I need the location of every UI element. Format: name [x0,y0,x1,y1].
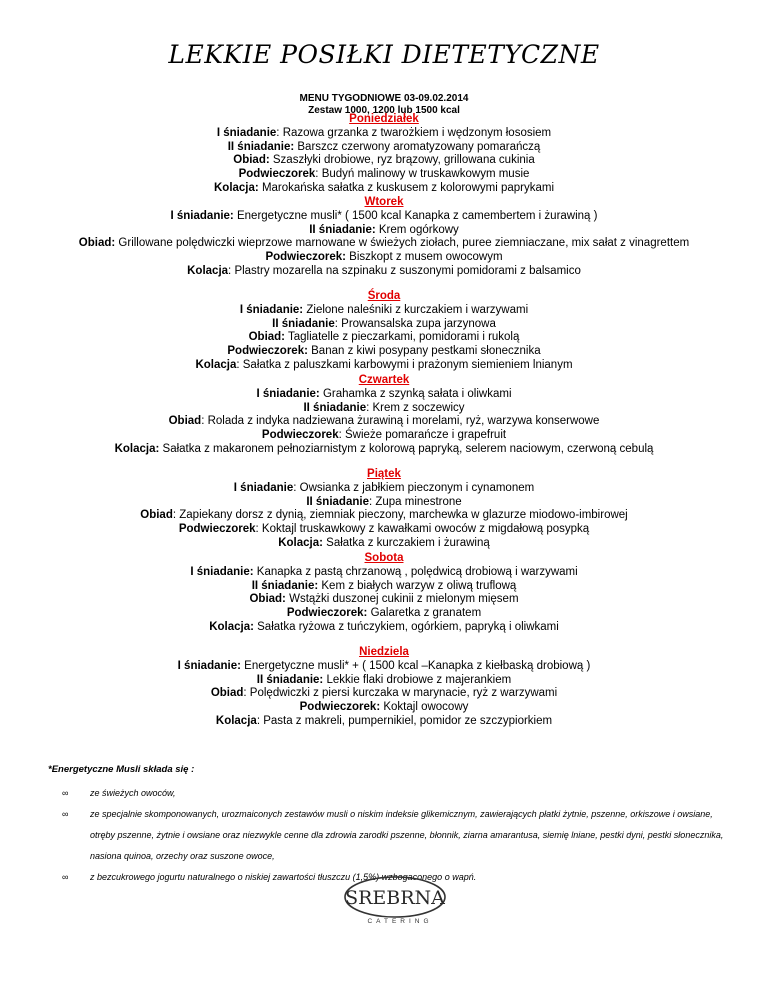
day-name: Sobota [364,552,404,564]
meal-text: Wstążki duszonej cukinii z mielonym mięsem [289,593,519,606]
meal-text: Galaretka z granatem [370,607,482,620]
meal-line [0,402,768,416]
meal-line [0,359,768,373]
logo-tagline: CATERING [367,918,433,925]
meal-label: Podwieczorek [178,523,256,536]
menu-set-line: Zestaw 1000, 1200 lub 1500 kcal [308,105,460,116]
meal-text: Pasta z makreli, pumpernikiel, pomidor ze szczypiorkiem [263,714,553,727]
meal-label: II śniadanie: [256,673,324,686]
srebrna-catering-logo [340,872,450,928]
meal-line [0,496,768,510]
note-item-text: ze świeżych owoców, [90,788,176,798]
meal-label: II śniadanie: [227,140,295,153]
meal-line [0,537,768,551]
note-item [48,783,738,804]
meal-text: Biszkopt z musem owocowym [349,251,503,264]
meal-label: Obiad: [248,331,286,344]
meal-label: Podwieczorek: [286,607,368,620]
meal-separator: : [338,429,345,442]
meal-text: Koktajl truskawkowy z kawałkami owoców z migdałową posypką [261,523,590,536]
meal-label: Kolacja [187,264,229,277]
meal-line [0,182,768,196]
day-block [0,196,768,279]
meal-label: Obiad [140,509,173,522]
meal-text: Grillowane polędwiczki wieprzowe marnowane w świeżych ziołach, puree ziemniaczane, mix sałat z vinagrettem [118,237,690,250]
day-block [0,646,768,729]
meal-text: Banan z kiwi posypany pestkami słonecznika [311,345,541,358]
meal-text: Świeże pomarańcze i grapefruit [345,429,507,442]
meal-line [0,580,768,594]
day-name: Wtorek [364,196,404,208]
meal-separator: : [315,168,322,181]
meal-label: Kolacja: [278,536,323,549]
meal-text: Energetyczne musli* + ( 1500 kcal –Kanapka z kiełbaską drobiową ) [244,659,591,672]
meal-separator: : [276,126,283,139]
meal-separator: : [172,509,180,522]
meal-text: Energetyczne musli* ( 1500 kcal Kanapka z camembertem i żurawiną ) [236,209,598,222]
meal-line [0,154,768,168]
meal-text: Krem z soczewicy [372,401,465,414]
meal-line [0,566,768,580]
meal-label: I śniadanie: [177,659,241,672]
musli-note [48,764,738,888]
meal-line [0,210,768,224]
meal-line [0,660,768,674]
infinity-bullet-icon: ∞ [62,872,69,882]
day-block [0,290,768,373]
meal-label: Obiad: [233,154,270,167]
meal-label: Obiad: [249,593,286,606]
meal-separator: : [201,415,208,428]
meal-separator: : [368,495,376,508]
day-name: Środa [367,290,401,302]
meal-text: Kem z białych warzyw z oliwą truflową [321,579,517,592]
meal-line [0,715,768,729]
meal-text: Krem ogórkowy [378,223,459,236]
meal-line [0,318,768,332]
meal-separator: : [236,358,243,371]
meal-text: Sałatka z makaronem pełnoziarnistym z kolorową papryką, selerem naciowym, czerwoną cebulą [162,442,654,455]
meal-text: Plastry mozarella na szpinaku z suszonymi pomidorami z balsamico [234,264,581,277]
meal-text: Koktajl owocowy [383,701,469,714]
meal-line [0,607,768,621]
meal-line [0,331,768,345]
meal-label: Kolacja: [114,442,160,455]
infinity-bullet-icon: ∞ [62,788,69,798]
meal-line [0,224,768,238]
meal-label: Podwieczorek: [265,251,346,264]
meal-label: Obiad [210,687,244,700]
meal-label: I śniadanie: [190,565,254,578]
day-name: Poniedziałek [349,113,419,125]
day-name: Czwartek [358,374,410,386]
meal-separator: : [255,523,262,536]
meal-label: I śniadanie [233,481,294,494]
meal-line [0,141,768,155]
meal-text: Zupa minestrone [375,495,462,508]
meal-text: Sałatka z kurczakiem i żurawiną [326,536,490,549]
day-block [0,113,768,196]
meal-label: I śniadanie: [239,303,304,316]
note-item [48,804,738,867]
meal-label: II śniadanie [303,401,367,414]
meal-separator: : [334,317,342,330]
meal-line [0,482,768,496]
meal-separator: : [366,401,373,414]
meal-separator: : [293,481,300,494]
meal-text: Prowansalska zupa jarzynowa [341,317,496,330]
meal-separator: : [228,264,235,277]
meal-label: Kolacja [195,358,237,371]
day-name: Piątek [367,468,401,480]
note-item-text: z bezcukrowego jogurtu naturalnego o niskiej zawartości tłuszczu (1,5%) wzbogaconego o wapń. [90,872,477,882]
meal-label: Podwieczorek [261,429,339,442]
infinity-bullet-icon: ∞ [62,809,69,819]
meal-line [0,429,768,443]
meal-line [0,345,768,359]
meal-line [0,168,768,182]
meal-text: Budyń malinowy w truskawkowym musie [321,168,530,181]
meal-line [0,593,768,607]
meal-text: Grahamka z szynką sałata i oliwkami [322,387,512,400]
meal-text: Sałatka z paluszkami karbowymi i prażonym siemieniem lnianym [242,358,573,371]
meal-line [0,265,768,279]
meal-label: Kolacja [215,714,257,727]
meal-text: Tagliatelle z pieczarkami, pomidorami i rukolą [288,331,520,344]
meal-label: II śniadanie [272,317,335,330]
meal-label: II śniadanie [306,495,369,508]
meal-label: Podwieczorek: [227,345,308,358]
meal-text: Barszcz czerwony aromatyzowany pomarańczą [297,140,541,153]
meal-label: Kolacja: [213,181,259,194]
meal-label: I śniadanie: [256,387,320,400]
day-name: Niedziela [359,646,409,658]
meal-label: II śniadanie: [309,223,376,236]
meal-line [0,509,768,523]
meal-label: II śniadanie: [251,579,319,592]
note-item-text: ze specjalnie skomponowanych, urozmaiconych zestawów musli o niskim indeksie glikemicznym, zawierających płatki żytnie, pszenne, orkiszowe i owsiane, otręby pszenne, żytnie i owsiane oraz niezwykle cenne dla zdrowia zarodki pszenne, błonnik, ziarna amarantusa, siemię lniane, pestki dyni, pestki słonecznika, nasiona quinoa, orzechy oraz suszone owoce, [90,809,724,861]
meal-text: Owsianka z jabłkiem pieczonym i cynamonem [299,481,535,494]
meal-line [0,687,768,701]
meal-label: Obiad: [78,237,116,250]
menu-week-line: MENU TYGODNIOWE 03-09.02.2014 [299,93,469,104]
meal-line [0,523,768,537]
meal-line [0,237,768,251]
page-title: LEKKIE POSIŁKI DIETETYCZNE [168,40,600,69]
meal-line [0,304,768,318]
note-title: *Energetyczne Musli składa się : [48,764,195,775]
meal-text: Kanapka z pastą chrzanową , polędwicą drobiową i warzywami [256,565,578,578]
meal-line [0,388,768,402]
meal-text: Razowa grzanka z twarożkiem i wędzonym łososiem [282,126,552,139]
meal-line [0,415,768,429]
meal-separator: : [243,687,250,700]
day-block [0,468,768,551]
meal-text: Rolada z indyka nadziewana żurawiną i morelami, ryż, warzywa konserwowe [207,415,600,428]
meal-line [0,251,768,265]
meal-text: Zielone naleśniki z kurczakiem i warzywami [306,303,529,316]
day-block [0,374,768,457]
meal-text: Zapiekany dorsz z dynią, ziemniak pieczony, marchewka w glazurze miodowo-imbirowej [179,509,628,522]
meal-text: Szaszłyki drobiowe, ryz brązowy, grillowana cukinia [272,154,535,167]
meal-line [0,443,768,457]
meal-line [0,621,768,635]
meal-text: Polędwiczki z piersi kurczaka w marynacie, ryż z warzywami [249,687,558,700]
meal-text: Lekkie flaki drobiowe z majerankiem [326,673,512,686]
meal-line [0,127,768,141]
meal-line [0,674,768,688]
meal-label: Kolacja: [209,620,254,633]
meal-label: Obiad [168,415,202,428]
logo-name: SREBRNA [345,887,445,909]
meal-text: Sałatka ryżowa z tuńczykiem, ogórkiem, papryką i oliwkami [257,620,559,633]
meal-line [0,701,768,715]
meal-separator: : [256,714,264,727]
meal-label: Podwieczorek: [299,701,381,714]
meal-label: I śniadanie: [170,209,234,222]
meal-text: Marokańska sałatka z kuskusem z kolorowymi paprykami [261,181,555,194]
meal-label: I śniadanie [216,126,277,139]
meal-label: Podwieczorek [238,168,316,181]
day-block [0,552,768,635]
